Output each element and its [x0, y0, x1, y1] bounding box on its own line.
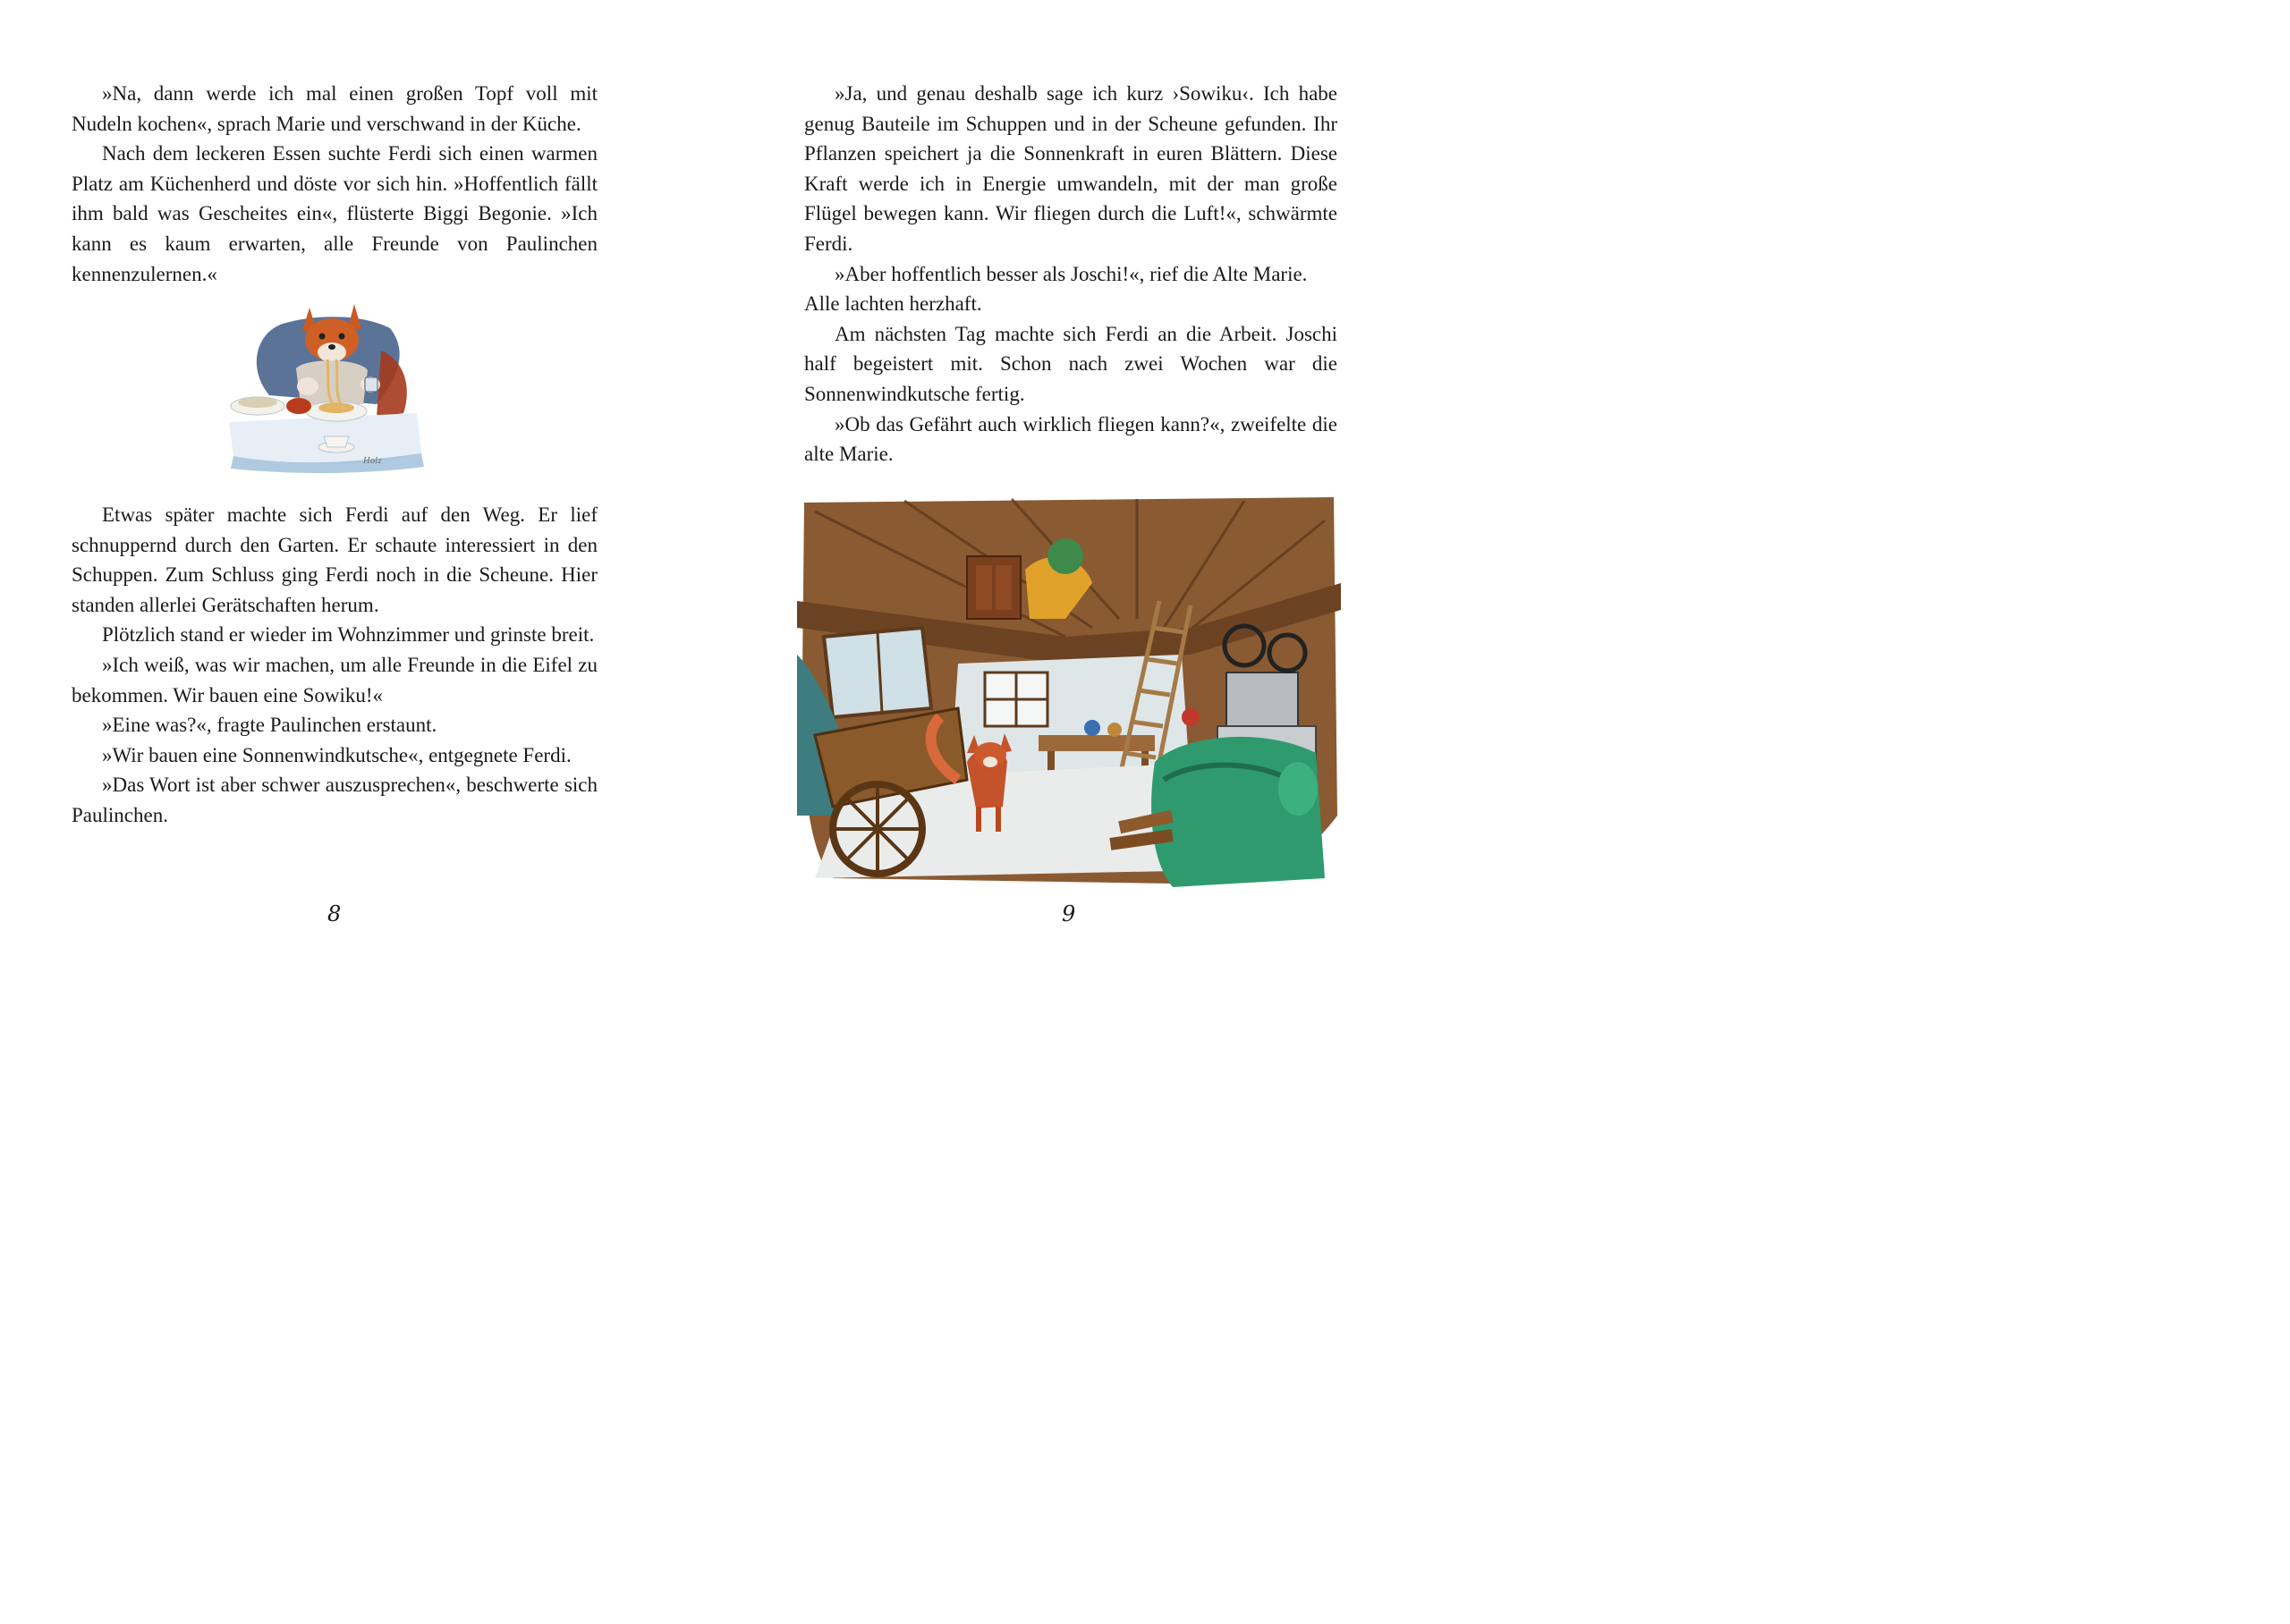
- left-text-bottom: [72, 500, 598, 831]
- paragraph: »Wir bauen eine Sonnenwindkutsche«, entgegnete Ferdi.: [102, 743, 572, 766]
- paragraph: »Ich weiß, was wir machen, um alle Freunde in die Eifel zu bekommen. Wir bauen eine Sowiku!«: [72, 653, 598, 706]
- paragraph: »Eine was?«, fragte Paulinchen erstaunt.: [102, 714, 437, 737]
- barn-illustration: [797, 494, 1341, 891]
- fox-dinner-illustration: [220, 297, 426, 476]
- paragraph: Etwas später machte sich Ferdi auf den Weg. Er lief schnuppernd durch den Garten. Er schaute interessiert in den Schuppen. Zum Schluss ging Ferdi noch in die Scheune. Hier standen allerlei Gerätschaften herum.: [72, 503, 598, 616]
- right-text: [804, 79, 1337, 469]
- svg-text:Holz: Holz: [363, 457, 382, 466]
- paragraph: »Na, dann werde ich mal einen großen Topf voll mit Nudeln kochen«, sprach Marie und verschwand in der Küche.: [72, 82, 598, 135]
- left-text-top: [72, 79, 598, 289]
- paragraph: Am nächsten Tag machte sich Ferdi an die Arbeit. Joschi half begeistert mit. Schon nach zwei Wochen war die Sonnenwindkutsche fertig.: [804, 322, 1337, 405]
- left-page: [0, 0, 699, 991]
- paragraph: Nach dem leckeren Essen suchte Ferdi sich einen warmen Platz am Küchenherd und döste vor sich hin. »Hoffentlich fällt ihm bald was Gescheites ein«, flüsterte Biggi Begonie. »Ich kann es kaum erwarten, alle Freunde von Paulinchen kennenzulernen.«: [72, 142, 598, 285]
- paragraph: Plötzlich stand er wieder im Wohnzimmer und grinste breit.: [102, 623, 595, 647]
- right-page: [699, 0, 1397, 991]
- paragraph: Alle lachten herzhaft.: [804, 292, 982, 316]
- paragraph: »Aber hoffentlich besser als Joschi!«, rief die Alte Marie.: [835, 262, 1308, 285]
- page-number: 9: [1062, 901, 1076, 926]
- page-number: 8: [327, 901, 342, 926]
- paragraph: »Ob das Gefährt auch wirklich fliegen kann?«, zweifelte die alte Marie.: [804, 412, 1337, 466]
- paragraph: »Das Wort ist aber schwer auszusprechen«, beschwerte sich Paulinchen.: [72, 774, 598, 826]
- paragraph: »Ja, und genau deshalb sage ich kurz ›Sowiku‹. Ich habe genug Bauteile im Schuppen und in der Scheune gefunden. Ihr Pflanzen speichert ja die Sonnenkraft in euren Blättern. Diese Kraft werde ich in Energie umwandeln, mit der man große Flügel bewegen kann. Wir fliegen durch die Luft!«, schwärmte Ferdi.: [804, 82, 1337, 255]
